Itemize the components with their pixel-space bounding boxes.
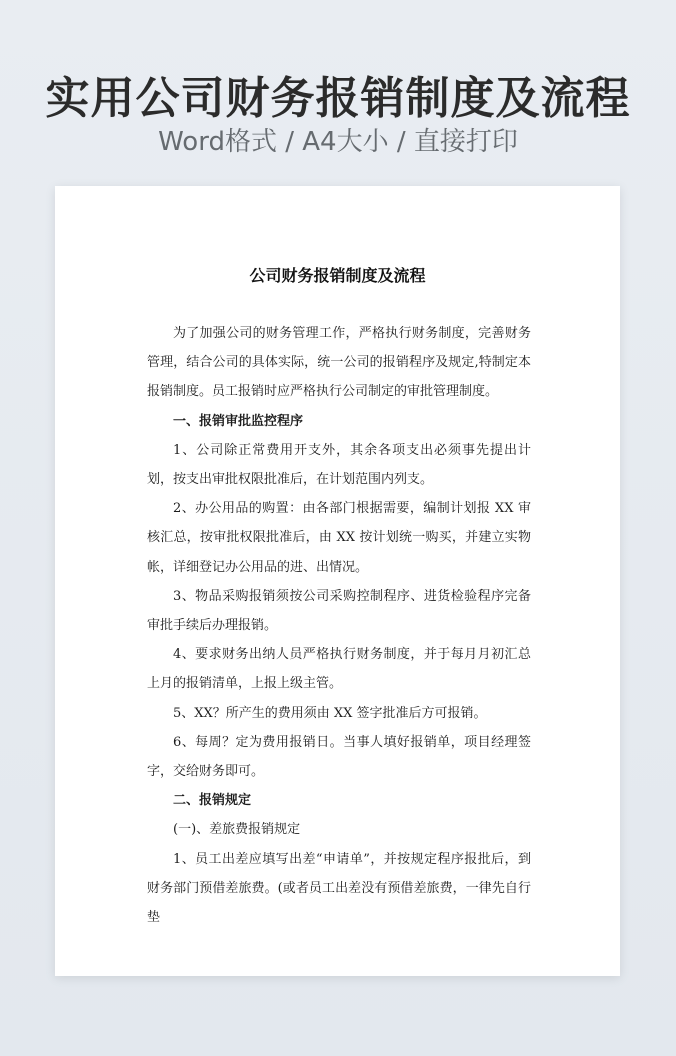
document-body xyxy=(147,319,531,932)
paragraph: 1、员工出差应填写出差“申请单”，并按规定程序报批后，到财务部门预借差旅费。(或者员工出差没有预借差旅费，一律先自行垫 xyxy=(147,851,531,926)
paragraph: 6、每周？定为费用报销日。当事人填好报销单，项目经理签字，交给财务即可。 xyxy=(147,734,531,780)
banner-title: 实用公司财务报销制度及流程 xyxy=(45,73,631,124)
paragraph: 5、XX？所产生的费用须由 XX 签字批准后方可报销。 xyxy=(173,705,487,721)
paragraph: 1、公司除正常费用开支外，其余各项支出必须事先提出计划，按支出审批权限批准后，在计划范围内列支。 xyxy=(147,442,531,488)
paragraph: 4、要求财务出纳人员严格执行财务制度，并于每月月初汇总上月的报销清单，上报上级主管。 xyxy=(147,647,531,692)
document-page xyxy=(55,186,620,976)
paragraph: 3、物品采购报销须按公司采购控制程序、进货检验程序完备审批手续后办理报销。 xyxy=(147,588,531,634)
banner-subtitle: Word格式 / A4大小 / 直接打印 xyxy=(158,127,518,157)
paragraph: (一)、差旅费报销规定 xyxy=(173,822,301,838)
document-title: 公司财务报销制度及流程 xyxy=(249,266,426,285)
paragraph: 2、办公用品的购置：由各部门根据需要，编制计划报 XX 审核汇总，按审批权限批准后，由 XX 按计划统一购买，并建立实物帐，详细登记办公用品的进、出情况。 xyxy=(147,501,531,575)
section-heading: 一、报销审批监控程序 xyxy=(173,413,304,429)
paragraph: 为了加强公司的财务管理工作，严格执行财务制度，完善财务管理，结合公司的具体实际，统一公司的报销程序及规定,特制定本报销制度。员工报销时应严格执行公司制定的审批管理制度。 xyxy=(147,326,531,400)
section-heading: 二、报销规定 xyxy=(173,793,252,809)
